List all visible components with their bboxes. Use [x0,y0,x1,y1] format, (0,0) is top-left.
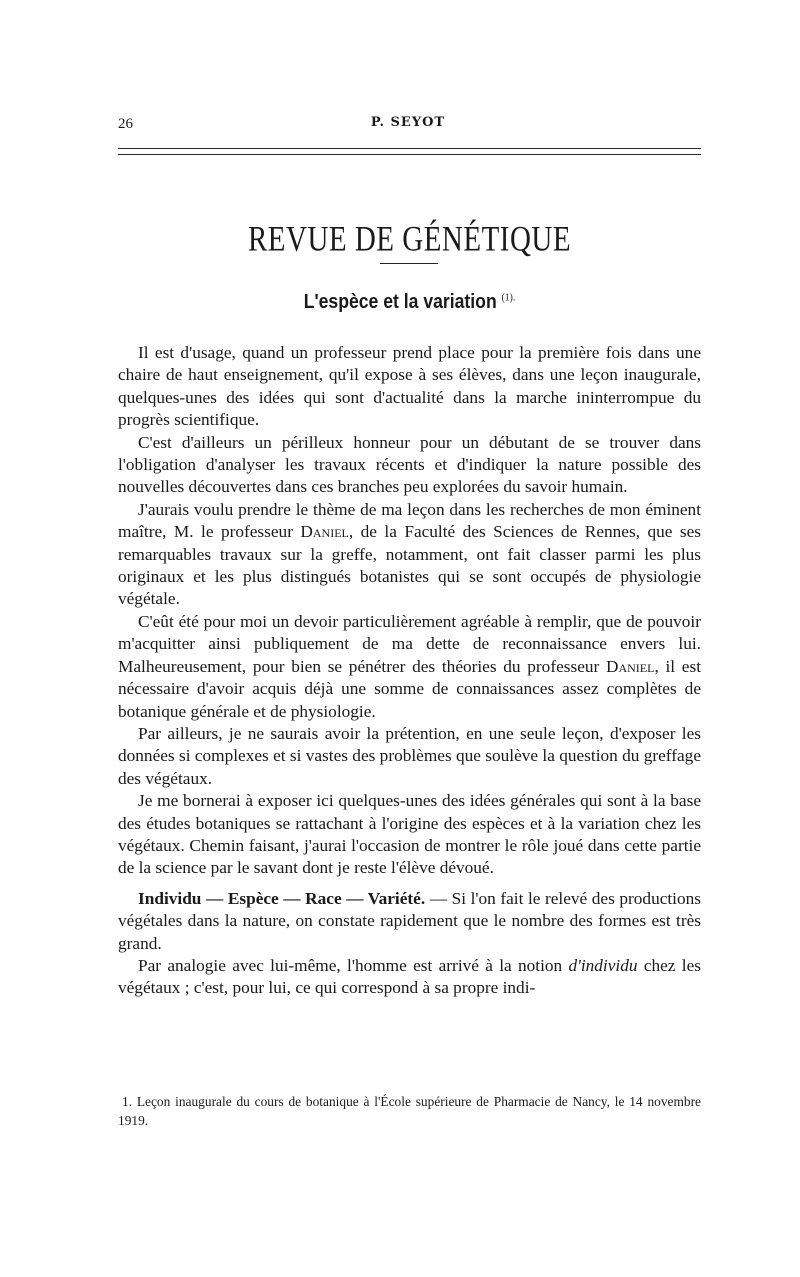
paragraph-3-part-b: , de la Faculté des Sciences de Rennes, que ses remarquables travaux sur la greffe, notamment, ont fait classer parmi les plus originaux et les plus distingués botanistes qui se sont occupés de physiologie végétale. [118,522,701,609]
paragraph-8 [118,955,701,1000]
header-double-rule [118,148,701,155]
paragraph-4-part-a: C'eût été pour moi un devoir particulièrement agréable à remplir, que de pouvoir m'acquitter ainsi publiquement de ma dette de reconnaissance envers lui. Malheureusement, pour bien se pénétrer des théories du professeur [118,611,701,676]
person-name-daniel: Daniel [300,522,349,542]
person-name-daniel: Daniel [605,656,655,676]
paragraph-1: Il est d'usage, quand un professeur prend place pour la première fois dans une chaire de haut enseignement, qu'il expose à ses élèves, dans une leçon inaugurale, quelques-unes des idées qui sont d'actualité dans la marche ininterrompue du progrès scientifique. [118,343,701,430]
page-number: 26 [118,116,133,132]
paragraph-5: Par ailleurs, je ne saurais avoir la prétention, en une seule leçon, d'exposer les données si complexes et si vastes des problèmes que soulève la question du greffage des végétaux. [118,723,701,788]
running-author: P. SEYOT [370,115,446,130]
article-title: REVUE DE GÉNÉTIQUE [247,219,572,260]
paragraph-4-part-b: , il est nécessaire d'avoir acquis déjà une somme de connaissances assez complètes de botanique générale et de physiologie. [118,656,702,721]
running-head [118,112,698,136]
body-text [118,342,701,1000]
paragraph-3-part-a: J'aurais voulu prendre le thème de ma leçon dans les recherches de mon éminent maître, M. le professeur [118,499,701,542]
section-heading: Individu — Espèce — Race — Variété. [138,888,426,908]
paragraph-8-part-a: Par analogie avec lui-même, l'homme est arrivé à la notion [138,955,569,975]
footnote-marker: (1). [501,291,516,304]
footnote [118,1092,701,1130]
italic-term: d'individu [568,955,638,975]
paragraph-6: Je me bornerai à exposer ici quelques-unes des idées générales qui sont à la base des études botaniques se rattachant à l'origine des espèces et à la variation chez les végétaux. Chemin faisant, j'aurai l'occasion de montrer le rôle joué dans cette partie de la science par le savant dont je reste l'élève dévoué. [118,791,701,878]
paragraph-8-part-b: chez les végétaux ; c'est, pour lui, ce qui correspond à sa propre indi- [118,955,701,998]
paragraph-3 [118,499,701,611]
title-rule [380,263,438,264]
paragraph-7 [118,888,701,955]
subtitle-text: L'espèce et la variation [303,291,497,313]
paragraph-7-text: — Si l'on fait le relevé des productions végétales dans la nature, on constate rapidement que le nombre des formes est très grand. [118,888,701,953]
article-subtitle [153,291,666,314]
paragraph-2: C'est d'ailleurs un périlleux honneur pour un débutant de se trouver dans l'obligation d'analyser les travaux récents et d'indiquer la nature possible des nouvelles découvertes dans ces branches peu explorées du savoir humain. [118,432,701,497]
footnote-text: 1. Leçon inaugurale du cours de botanique à l'École supérieure de Pharmacie de Nancy, le 14 novembre 1919. [118,1094,701,1128]
paragraph-4 [118,611,701,723]
